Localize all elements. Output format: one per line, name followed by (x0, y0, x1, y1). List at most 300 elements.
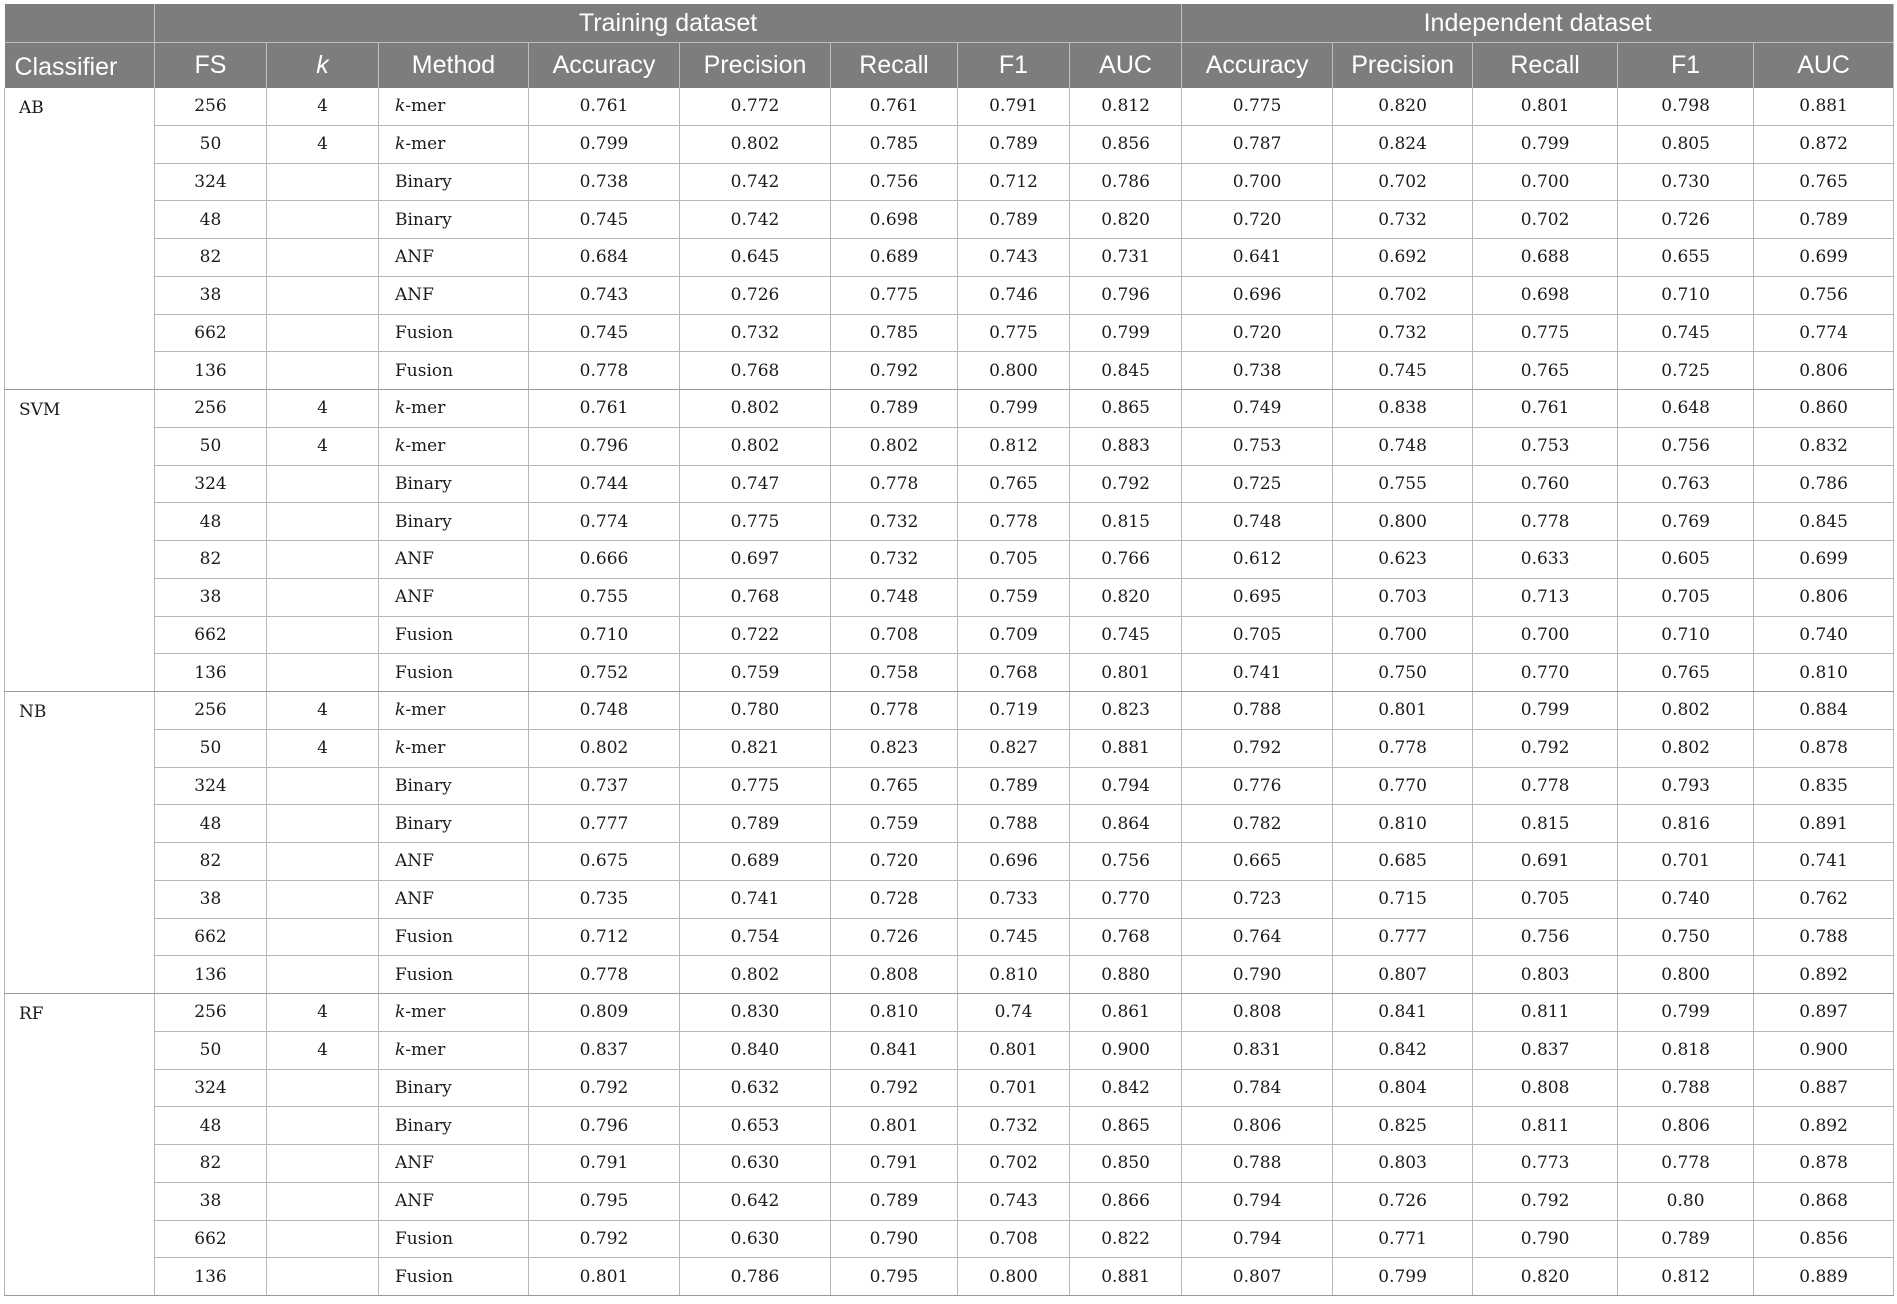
training-f1-cell: 0.743 (958, 239, 1070, 277)
independent-precision-cell: 0.778 (1333, 729, 1473, 767)
independent-f1-cell: 0.802 (1618, 692, 1754, 730)
training-auc-cell: 0.792 (1070, 465, 1182, 503)
training-auc-cell: 0.856 (1070, 125, 1182, 163)
fs-cell: 50 (155, 1031, 267, 1069)
method-cell: k-mer (379, 427, 529, 465)
training-f1-cell: 0.702 (958, 1145, 1070, 1183)
table-row (5, 654, 1894, 692)
independent-f1-cell: 0.80 (1618, 1182, 1754, 1220)
independent-auc-cell: 0.806 (1754, 352, 1894, 390)
independent-auc-cell: 0.889 (1754, 1258, 1894, 1296)
independent-accuracy-cell: 0.723 (1182, 880, 1333, 918)
header-blank (5, 4, 155, 43)
training-recall-cell: 0.778 (831, 692, 958, 730)
method-cell: ANF (379, 541, 529, 579)
fs-cell: 136 (155, 654, 267, 692)
column-header-fs: FS (155, 43, 267, 89)
method-cell: k-mer (379, 88, 529, 125)
training-f1-cell: 0.801 (958, 1031, 1070, 1069)
k-cell: 4 (267, 1031, 379, 1069)
k-cell: 4 (267, 88, 379, 125)
method-cell: Binary (379, 201, 529, 239)
independent-precision-cell: 0.799 (1333, 1258, 1473, 1296)
independent-f1-cell: 0.765 (1618, 654, 1754, 692)
independent-f1-cell: 0.816 (1618, 805, 1754, 843)
independent-precision-cell: 0.700 (1333, 616, 1473, 654)
independent-precision-cell: 0.732 (1333, 314, 1473, 352)
independent-f1-cell: 0.788 (1618, 1069, 1754, 1107)
independent-recall-cell: 0.837 (1473, 1031, 1618, 1069)
training-auc-cell: 0.812 (1070, 88, 1182, 125)
training-accuracy-cell: 0.743 (529, 276, 680, 314)
column-header-independent-auc: AUC (1754, 43, 1894, 89)
independent-auc-cell: 0.887 (1754, 1069, 1894, 1107)
independent-recall-cell: 0.773 (1473, 1145, 1618, 1183)
independent-f1-cell: 0.812 (1618, 1258, 1754, 1296)
training-f1-cell: 0.778 (958, 503, 1070, 541)
training-accuracy-cell: 0.745 (529, 201, 680, 239)
table-row (5, 125, 1894, 163)
training-precision-cell: 0.802 (680, 125, 831, 163)
independent-precision-cell: 0.807 (1333, 956, 1473, 994)
independent-precision-cell: 0.703 (1333, 578, 1473, 616)
fs-cell: 48 (155, 201, 267, 239)
method-cell: Fusion (379, 654, 529, 692)
column-header-independent-accuracy: Accuracy (1182, 43, 1333, 89)
training-recall-cell: 0.841 (831, 1031, 958, 1069)
results-table (4, 4, 1894, 1296)
training-auc-cell: 0.823 (1070, 692, 1182, 730)
method-cell: Fusion (379, 1220, 529, 1258)
training-f1-cell: 0.705 (958, 541, 1070, 579)
fs-cell: 324 (155, 1069, 267, 1107)
training-recall-cell: 0.789 (831, 1182, 958, 1220)
independent-precision-cell: 0.800 (1333, 503, 1473, 541)
independent-precision-cell: 0.702 (1333, 276, 1473, 314)
training-auc-cell: 0.900 (1070, 1031, 1182, 1069)
independent-accuracy-cell: 0.776 (1182, 767, 1333, 805)
table-row (5, 201, 1894, 239)
training-recall-cell: 0.748 (831, 578, 958, 616)
independent-accuracy-cell: 0.641 (1182, 239, 1333, 277)
training-recall-cell: 0.791 (831, 1145, 958, 1183)
classifier-cell: NB (5, 692, 155, 994)
training-recall-cell: 0.756 (831, 163, 958, 201)
training-precision-cell: 0.830 (680, 994, 831, 1032)
training-precision-cell: 0.747 (680, 465, 831, 503)
training-recall-cell: 0.759 (831, 805, 958, 843)
independent-accuracy-cell: 0.700 (1182, 163, 1333, 201)
independent-auc-cell: 0.762 (1754, 880, 1894, 918)
training-precision-cell: 0.726 (680, 276, 831, 314)
method-cell: ANF (379, 1145, 529, 1183)
training-precision-cell: 0.742 (680, 201, 831, 239)
independent-auc-cell: 0.860 (1754, 390, 1894, 428)
independent-auc-cell: 0.740 (1754, 616, 1894, 654)
training-auc-cell: 0.866 (1070, 1182, 1182, 1220)
training-auc-cell: 0.865 (1070, 390, 1182, 428)
fs-cell: 256 (155, 390, 267, 428)
training-f1-cell: 0.775 (958, 314, 1070, 352)
method-cell: Fusion (379, 616, 529, 654)
training-f1-cell: 0.74 (958, 994, 1070, 1032)
fs-cell: 82 (155, 541, 267, 579)
independent-f1-cell: 0.710 (1618, 616, 1754, 654)
training-f1-cell: 0.701 (958, 1069, 1070, 1107)
training-precision-cell: 0.802 (680, 390, 831, 428)
independent-f1-cell: 0.799 (1618, 994, 1754, 1032)
training-recall-cell: 0.765 (831, 767, 958, 805)
method-cell: k-mer (379, 729, 529, 767)
independent-f1-cell: 0.763 (1618, 465, 1754, 503)
fs-cell: 38 (155, 1182, 267, 1220)
fs-cell: 662 (155, 314, 267, 352)
training-recall-cell: 0.792 (831, 352, 958, 390)
training-auc-cell: 0.845 (1070, 352, 1182, 390)
training-recall-cell: 0.795 (831, 1258, 958, 1296)
training-f1-cell: 0.759 (958, 578, 1070, 616)
k-cell (267, 465, 379, 503)
training-auc-cell: 0.883 (1070, 427, 1182, 465)
method-cell: Fusion (379, 956, 529, 994)
training-f1-cell: 0.709 (958, 616, 1070, 654)
fs-cell: 136 (155, 956, 267, 994)
k-cell (267, 880, 379, 918)
independent-f1-cell: 0.740 (1618, 880, 1754, 918)
independent-auc-cell: 0.900 (1754, 1031, 1894, 1069)
training-accuracy-cell: 0.799 (529, 125, 680, 163)
table-row (5, 843, 1894, 881)
independent-precision-cell: 0.623 (1333, 541, 1473, 579)
k-cell (267, 239, 379, 277)
training-recall-cell: 0.790 (831, 1220, 958, 1258)
independent-precision-cell: 0.755 (1333, 465, 1473, 503)
training-recall-cell: 0.808 (831, 956, 958, 994)
training-accuracy-cell: 0.778 (529, 352, 680, 390)
independent-accuracy-cell: 0.612 (1182, 541, 1333, 579)
independent-auc-cell: 0.878 (1754, 1145, 1894, 1183)
independent-f1-cell: 0.605 (1618, 541, 1754, 579)
fs-cell: 82 (155, 843, 267, 881)
independent-auc-cell: 0.832 (1754, 427, 1894, 465)
fs-cell: 50 (155, 125, 267, 163)
training-auc-cell: 0.850 (1070, 1145, 1182, 1183)
k-cell: 4 (267, 692, 379, 730)
k-cell (267, 1258, 379, 1296)
k-cell (267, 805, 379, 843)
training-accuracy-cell: 0.712 (529, 918, 680, 956)
independent-auc-cell: 0.891 (1754, 805, 1894, 843)
independent-auc-cell: 0.878 (1754, 729, 1894, 767)
independent-accuracy-cell: 0.753 (1182, 427, 1333, 465)
training-auc-cell: 0.770 (1070, 880, 1182, 918)
independent-accuracy-cell: 0.794 (1182, 1182, 1333, 1220)
independent-f1-cell: 0.710 (1618, 276, 1754, 314)
independent-f1-cell: 0.745 (1618, 314, 1754, 352)
table-row (5, 541, 1894, 579)
training-f1-cell: 0.791 (958, 88, 1070, 125)
training-f1-cell: 0.827 (958, 729, 1070, 767)
training-precision-cell: 0.789 (680, 805, 831, 843)
column-header-independent-f1: F1 (1618, 43, 1754, 89)
table-row (5, 352, 1894, 390)
independent-recall-cell: 0.698 (1473, 276, 1618, 314)
table-row (5, 276, 1894, 314)
independent-precision-cell: 0.770 (1333, 767, 1473, 805)
independent-f1-cell: 0.793 (1618, 767, 1754, 805)
method-cell: ANF (379, 276, 529, 314)
table-body (5, 88, 1894, 1296)
independent-recall-cell: 0.778 (1473, 503, 1618, 541)
method-cell: ANF (379, 239, 529, 277)
training-auc-cell: 0.820 (1070, 201, 1182, 239)
header-group-row (5, 4, 1894, 43)
training-recall-cell: 0.758 (831, 654, 958, 692)
independent-accuracy-cell: 0.794 (1182, 1220, 1333, 1258)
training-f1-cell: 0.696 (958, 843, 1070, 881)
training-f1-cell: 0.708 (958, 1220, 1070, 1258)
method-cell: Binary (379, 805, 529, 843)
independent-auc-cell: 0.741 (1754, 843, 1894, 881)
independent-precision-cell: 0.692 (1333, 239, 1473, 277)
independent-auc-cell: 0.806 (1754, 578, 1894, 616)
table-row (5, 1145, 1894, 1183)
independent-accuracy-cell: 0.749 (1182, 390, 1333, 428)
training-precision-cell: 0.775 (680, 503, 831, 541)
method-cell: Binary (379, 465, 529, 503)
k-cell: 4 (267, 125, 379, 163)
independent-accuracy-cell: 0.665 (1182, 843, 1333, 881)
training-auc-cell: 0.768 (1070, 918, 1182, 956)
fs-cell: 50 (155, 729, 267, 767)
training-precision-cell: 0.786 (680, 1258, 831, 1296)
training-accuracy-cell: 0.802 (529, 729, 680, 767)
independent-precision-cell: 0.810 (1333, 805, 1473, 843)
independent-auc-cell: 0.835 (1754, 767, 1894, 805)
table-row (5, 314, 1894, 352)
training-f1-cell: 0.745 (958, 918, 1070, 956)
independent-f1-cell: 0.798 (1618, 88, 1754, 125)
independent-f1-cell: 0.802 (1618, 729, 1754, 767)
independent-precision-cell: 0.824 (1333, 125, 1473, 163)
column-header-k: k (267, 43, 379, 89)
k-cell (267, 767, 379, 805)
table-row (5, 918, 1894, 956)
training-f1-cell: 0.719 (958, 692, 1070, 730)
table-row (5, 1107, 1894, 1145)
table-row (5, 390, 1894, 428)
training-f1-cell: 0.800 (958, 1258, 1070, 1296)
training-auc-cell: 0.881 (1070, 1258, 1182, 1296)
independent-f1-cell: 0.750 (1618, 918, 1754, 956)
training-accuracy-cell: 0.710 (529, 616, 680, 654)
independent-recall-cell: 0.705 (1473, 880, 1618, 918)
training-auc-cell: 0.822 (1070, 1220, 1182, 1258)
independent-accuracy-cell: 0.748 (1182, 503, 1333, 541)
training-accuracy-cell: 0.666 (529, 541, 680, 579)
independent-f1-cell: 0.806 (1618, 1107, 1754, 1145)
independent-recall-cell: 0.792 (1473, 1182, 1618, 1220)
table-row (5, 880, 1894, 918)
training-accuracy-cell: 0.752 (529, 654, 680, 692)
independent-f1-cell: 0.800 (1618, 956, 1754, 994)
independent-recall-cell: 0.700 (1473, 163, 1618, 201)
training-auc-cell: 0.881 (1070, 729, 1182, 767)
method-cell: k-mer (379, 125, 529, 163)
independent-accuracy-cell: 0.741 (1182, 654, 1333, 692)
independent-accuracy-cell: 0.738 (1182, 352, 1333, 390)
independent-recall-cell: 0.801 (1473, 88, 1618, 125)
independent-precision-cell: 0.801 (1333, 692, 1473, 730)
independent-f1-cell: 0.805 (1618, 125, 1754, 163)
training-recall-cell: 0.698 (831, 201, 958, 239)
fs-cell: 662 (155, 616, 267, 654)
training-accuracy-cell: 0.675 (529, 843, 680, 881)
independent-accuracy-cell: 0.764 (1182, 918, 1333, 956)
fs-cell: 48 (155, 1107, 267, 1145)
independent-recall-cell: 0.820 (1473, 1258, 1618, 1296)
independent-recall-cell: 0.753 (1473, 427, 1618, 465)
classifier-cell: AB (5, 88, 155, 390)
column-header-classifier: Classifier (5, 43, 155, 89)
table-row (5, 503, 1894, 541)
fs-cell: 48 (155, 805, 267, 843)
training-precision-cell: 0.780 (680, 692, 831, 730)
independent-f1-cell: 0.705 (1618, 578, 1754, 616)
k-cell (267, 1107, 379, 1145)
training-recall-cell: 0.785 (831, 125, 958, 163)
column-header-independent-recall: Recall (1473, 43, 1618, 89)
training-f1-cell: 0.789 (958, 767, 1070, 805)
k-cell (267, 918, 379, 956)
table-header (5, 4, 1894, 88)
k-cell: 4 (267, 994, 379, 1032)
independent-auc-cell: 0.789 (1754, 201, 1894, 239)
training-precision-cell: 0.642 (680, 1182, 831, 1220)
independent-precision-cell: 0.748 (1333, 427, 1473, 465)
training-precision-cell: 0.722 (680, 616, 831, 654)
training-accuracy-cell: 0.796 (529, 427, 680, 465)
independent-precision-cell: 0.685 (1333, 843, 1473, 881)
independent-accuracy-cell: 0.806 (1182, 1107, 1333, 1145)
independent-f1-cell: 0.726 (1618, 201, 1754, 239)
method-cell: Binary (379, 503, 529, 541)
independent-f1-cell: 0.648 (1618, 390, 1754, 428)
header-independent-dataset: Independent dataset (1182, 4, 1894, 43)
method-cell: Binary (379, 1107, 529, 1145)
independent-auc-cell: 0.699 (1754, 541, 1894, 579)
training-accuracy-cell: 0.809 (529, 994, 680, 1032)
independent-precision-cell: 0.745 (1333, 352, 1473, 390)
k-cell (267, 1145, 379, 1183)
independent-f1-cell: 0.789 (1618, 1220, 1754, 1258)
method-cell: Binary (379, 767, 529, 805)
independent-accuracy-cell: 0.788 (1182, 692, 1333, 730)
independent-accuracy-cell: 0.784 (1182, 1069, 1333, 1107)
training-accuracy-cell: 0.755 (529, 578, 680, 616)
training-precision-cell: 0.630 (680, 1145, 831, 1183)
k-cell: 4 (267, 729, 379, 767)
fs-cell: 136 (155, 352, 267, 390)
training-precision-cell: 0.768 (680, 578, 831, 616)
fs-cell: 82 (155, 1145, 267, 1183)
independent-recall-cell: 0.691 (1473, 843, 1618, 881)
training-f1-cell: 0.812 (958, 427, 1070, 465)
training-recall-cell: 0.789 (831, 390, 958, 428)
fs-cell: 662 (155, 918, 267, 956)
training-auc-cell: 0.815 (1070, 503, 1182, 541)
independent-f1-cell: 0.769 (1618, 503, 1754, 541)
training-f1-cell: 0.765 (958, 465, 1070, 503)
training-accuracy-cell: 0.761 (529, 390, 680, 428)
training-recall-cell: 0.732 (831, 503, 958, 541)
classifier-cell: SVM (5, 390, 155, 692)
independent-f1-cell: 0.701 (1618, 843, 1754, 881)
training-precision-cell: 0.742 (680, 163, 831, 201)
independent-recall-cell: 0.760 (1473, 465, 1618, 503)
independent-recall-cell: 0.803 (1473, 956, 1618, 994)
fs-cell: 38 (155, 578, 267, 616)
fs-cell: 256 (155, 994, 267, 1032)
independent-accuracy-cell: 0.807 (1182, 1258, 1333, 1296)
training-precision-cell: 0.630 (680, 1220, 831, 1258)
fs-cell: 50 (155, 427, 267, 465)
column-header-independent-precision: Precision (1333, 43, 1473, 89)
independent-auc-cell: 0.788 (1754, 918, 1894, 956)
independent-precision-cell: 0.715 (1333, 880, 1473, 918)
independent-recall-cell: 0.815 (1473, 805, 1618, 843)
independent-accuracy-cell: 0.792 (1182, 729, 1333, 767)
fs-cell: 82 (155, 239, 267, 277)
independent-auc-cell: 0.892 (1754, 1107, 1894, 1145)
column-header-training-precision: Precision (680, 43, 831, 89)
table-row (5, 805, 1894, 843)
independent-f1-cell: 0.730 (1618, 163, 1754, 201)
training-precision-cell: 0.653 (680, 1107, 831, 1145)
table-row (5, 163, 1894, 201)
method-cell: ANF (379, 1182, 529, 1220)
independent-recall-cell: 0.633 (1473, 541, 1618, 579)
method-cell: k-mer (379, 692, 529, 730)
training-accuracy-cell: 0.684 (529, 239, 680, 277)
independent-accuracy-cell: 0.725 (1182, 465, 1333, 503)
independent-auc-cell: 0.699 (1754, 239, 1894, 277)
independent-auc-cell: 0.872 (1754, 125, 1894, 163)
method-cell: k-mer (379, 1031, 529, 1069)
table-row (5, 1182, 1894, 1220)
table-row (5, 239, 1894, 277)
independent-accuracy-cell: 0.775 (1182, 88, 1333, 125)
training-recall-cell: 0.726 (831, 918, 958, 956)
method-cell: ANF (379, 880, 529, 918)
independent-precision-cell: 0.702 (1333, 163, 1473, 201)
training-accuracy-cell: 0.791 (529, 1145, 680, 1183)
training-precision-cell: 0.775 (680, 767, 831, 805)
independent-accuracy-cell: 0.787 (1182, 125, 1333, 163)
independent-precision-cell: 0.825 (1333, 1107, 1473, 1145)
independent-precision-cell: 0.841 (1333, 994, 1473, 1032)
training-f1-cell: 0.789 (958, 201, 1070, 239)
k-cell: 4 (267, 390, 379, 428)
independent-precision-cell: 0.771 (1333, 1220, 1473, 1258)
table-row (5, 767, 1894, 805)
k-cell (267, 503, 379, 541)
table-row (5, 994, 1894, 1032)
training-recall-cell: 0.775 (831, 276, 958, 314)
independent-recall-cell: 0.792 (1473, 729, 1618, 767)
table-row (5, 1258, 1894, 1296)
training-auc-cell: 0.796 (1070, 276, 1182, 314)
